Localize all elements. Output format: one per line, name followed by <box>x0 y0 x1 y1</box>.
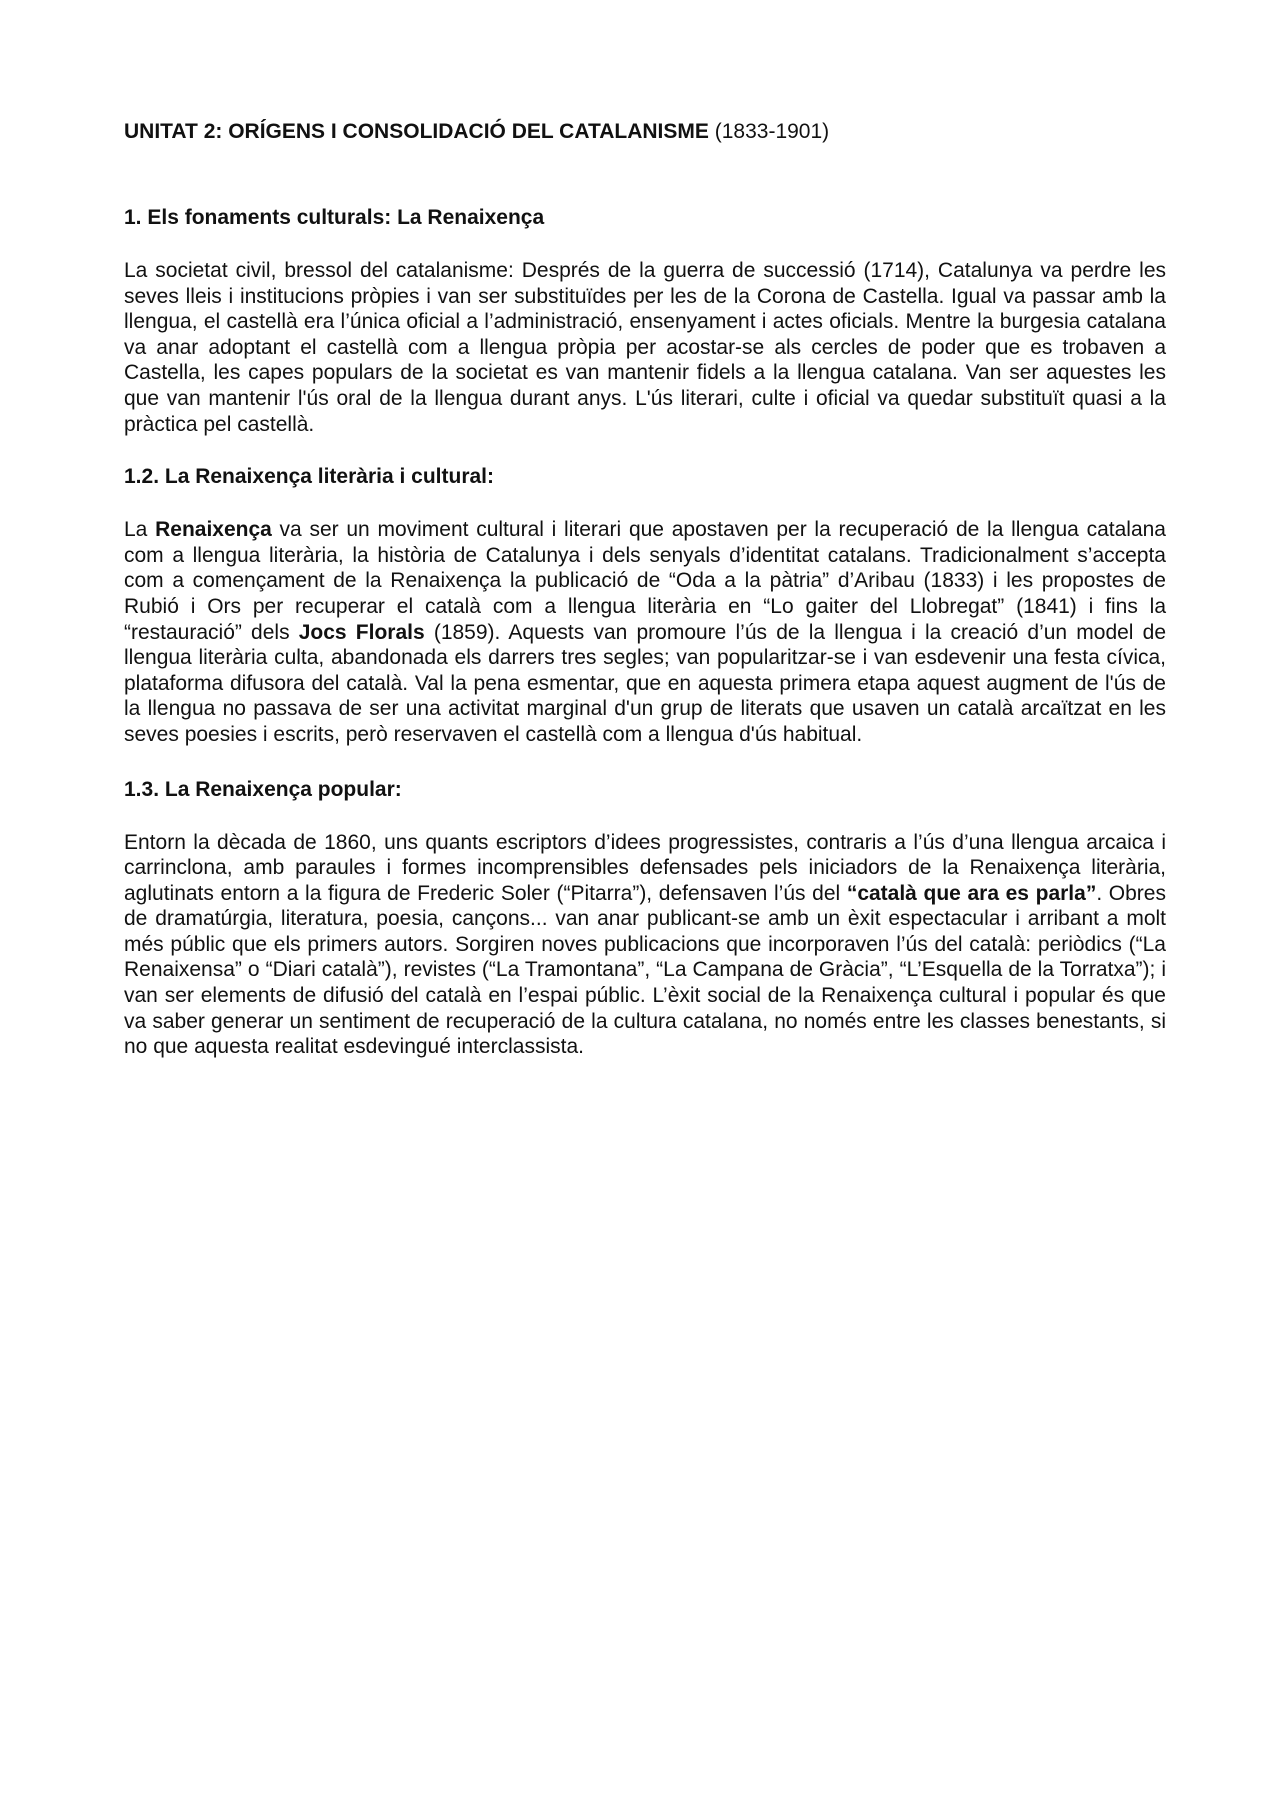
paragraph-societat-civil: La societat civil, bressol del catalanisme: Després de la guerra de successió (1714), Catalunya va perdre les seves lleis i institucions pròpies i van ser substituïdes per les de la Corona de Castella. Igual va passar amb la llengua, el castellà era l’única oficial a l’administració, ensenyament i actes oficials. Mentre la burgesia catalana va anar adoptant el castellà com a llengua pròpia per acostar-se als cercles de poder que es trobaven a Castella, les capes populars de la societat es van mantenir fidels a la llengua catalana. Van ser aquestes les que van mantenir l'ús oral de la llengua durant anys. L'ús literari, culte i oficial va quedar substituït quasi a la pràctica pel castellà. <box>124 259 1166 436</box>
bold-term-renaixenca: Renaixença <box>155 518 272 542</box>
section-heading-renaixenca-literaria: 1.2. La Renaixença literària i cultural: <box>124 465 494 489</box>
bold-term-catala-que-ara-es-parla: “català que ara es parla” <box>846 881 1097 905</box>
bold-term-jocs-florals: Jocs Florals <box>298 620 425 644</box>
document-title-text: UNITAT 2: ORÍGENS I CONSOLIDACIÓ DEL CATALANISME <box>124 120 709 143</box>
paragraph-text-middle: va ser un moviment cultural i literari que apostaven per la recuperació de la llengua catalana com a llengua literària, la història de Catalunya i dels senyals d’identitat catalans. Tradicionalment s’accepta com a començament de la Renaixença la publicació de “Oda a la pàtria” d’Aribau (1833) i les propostes de Rubió i Ors per recuperar el català com a llengua literària en “Lo gaiter del Llobregat” (1841) i fins la “restauració” dels <box>124 518 1166 644</box>
document-title <box>124 118 1166 146</box>
paragraph-renaixenca-literaria <box>124 517 1166 747</box>
section-heading-fonaments: 1. Els fonaments culturals: La Renaixença <box>124 206 545 229</box>
document-title-years: (1833-1901) <box>714 120 830 143</box>
section-heading-renaixenca-popular: 1.3. La Renaixença popular: <box>124 777 402 801</box>
paragraph-text-end: (1859). Aquests van promoure l’ús de la llengua i la creació d’un model de llengua literària culta, abandonada els darrers tres segles; van popularitzar-se i van esdevenir una festa cívica, plataforma difusora del català. Val la pena esmentar, que en aquesta primera etapa aquest augment de l'ús de la llengua no passava de ser una activitat marginal d'un grup de literats que usaven un català arcaïtzat en les seves poesies i escrits, però reservaven el castellà com a llengua d'ús habitual. <box>124 620 1166 746</box>
paragraph-text-start: Entorn la dècada de 1860, uns quants escriptors d’idees progressistes, contraris a l’ús d’una llengua arcaica i carrinclona, amb paraules i formes incomprensibles defensades pels iniciadors de la Renaixença literària, aglutinats entorn a la figura de Frederic Soler (“Pitarra”), defensaven l’ús del <box>124 830 1166 905</box>
document-page <box>124 118 1166 1088</box>
paragraph-text-end: . Obres de dramatúrgia, literatura, poesia, cançons... van anar publicant-se amb un èxit espectacular i arribant a molt més públic que els primers autors. Sorgiren noves publicacions que incorporaven l’ús del català: periòdics (“La Renaixensa” o “Diari català”), revistes (“La Tramontana”, “La Campana de Gràcia”, “L’Esquella de la Torratxa”); i van ser elements de difusió del català en l’espai públic. L’èxit social de la Renaixença cultural i popular és que va saber generar un sentiment de recuperació de la cultura catalana, no només entre les classes benestants, si no que aquesta realitat esdevingué interclassista. <box>124 881 1166 1059</box>
paragraph-renaixenca-popular <box>124 830 1166 1060</box>
paragraph-text-start: La <box>124 518 156 542</box>
